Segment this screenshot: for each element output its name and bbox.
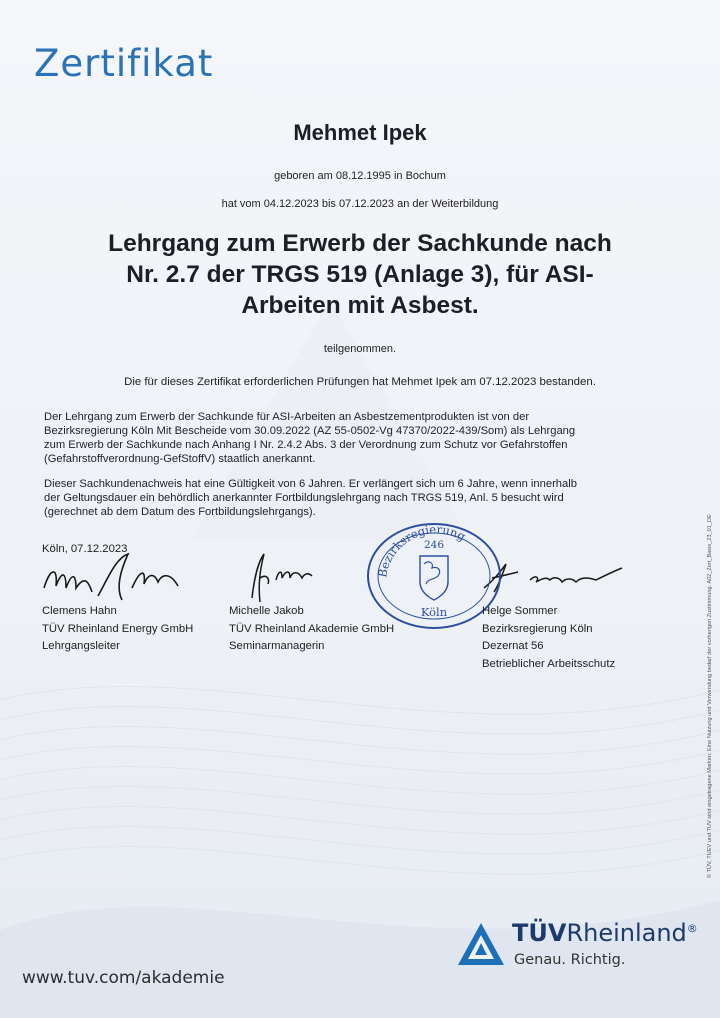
signatory-block	[229, 603, 394, 656]
signature-clemens-hahn	[36, 548, 186, 608]
validity-paragraph	[44, 477, 664, 519]
course-title	[40, 228, 680, 321]
place-date: Köln, 07.12.2023	[42, 543, 128, 555]
paragraph-line: der Geltungsdauer ein behördlich anerkannter Fortbildungslehrgang nach TRGS 519, Anl. 5 besucht wird	[44, 492, 564, 504]
exam-line: Die für dieses Zertifikat erforderlichen Prüfungen hat Mehmet Ipek am 07.12.2023 bestanden.	[124, 376, 596, 388]
course-title-line: Arbeiten mit Asbest.	[241, 292, 479, 319]
course-title-line: Nr. 2.7 der TRGS 519 (Anlage 3), für ASI-	[126, 261, 594, 288]
paragraph-line: Bezirksregierung Köln Mit Bescheide vom 30.09.2022 (AZ 55-0502-Vg 47370/2022-439/Som) als Lehrgang	[44, 425, 576, 437]
birth-line: geboren am 08.12.1995 in Bochum	[274, 170, 446, 182]
registered-mark: ®	[686, 922, 698, 935]
trademark-side-note	[703, 300, 715, 880]
signatory-role: Seminarmanagerin	[229, 640, 325, 652]
brand-rest: Rheinland	[566, 919, 687, 947]
signatory-extra: Betrieblicher Arbeitsschutz	[482, 657, 616, 670]
tuv-rheinland-logo	[452, 915, 698, 985]
recipient-name: Mehmet Ipek	[293, 120, 427, 145]
signatory-role: Dezernat 56	[482, 640, 544, 652]
course-title-line: Lehrgang zum Erwerb der Sachkunde nach	[108, 230, 612, 257]
paragraph-line: Dieser Sachkundenachweis hat eine Gültigkeit von 6 Jahren. Er verlängert sich um 6 Jahre, wenn innerhalb	[44, 478, 577, 490]
brand-wordmark	[512, 919, 698, 947]
signatory-name: Clemens Hahn	[42, 605, 117, 617]
brand-claim: Genau. Richtig.	[514, 952, 626, 968]
stamp-bottom-text: Köln	[420, 605, 448, 619]
stamp-top-text: Bezirksregierung	[375, 522, 468, 579]
signatory-name: Michelle Jakob	[229, 605, 304, 617]
paragraph-line: Der Lehrgang zum Erwerb der Sachkunde für ASI-Arbeiten an Asbestzementprodukten ist von der	[44, 411, 530, 423]
footer-url: www.tuv.com/akademie	[22, 968, 225, 988]
stamp-number: 246	[423, 539, 445, 551]
participation-text: teilgenommen.	[323, 343, 397, 355]
signatory-org: TÜV Rheinland Energy GmbH	[42, 622, 194, 635]
signatory-block	[482, 603, 615, 673]
signatory-org: Bezirksregierung Köln	[482, 622, 593, 635]
side-note-text: © TÜV, TUEV und TUV sind eingetragene Marken. Eine Nutzung und Verwendung bedarf der vorherigen Zustimmung. A02_Zert_Basis_23_01_DE	[707, 514, 713, 878]
period-line: hat vom 04.12.2023 bis 07.12.2023 an der Weiterbildung	[221, 198, 499, 210]
paragraph-line: (gerechnet ab dem Datum des Fortbildungslehrgangs).	[44, 506, 316, 518]
paragraph-line: zum Erwerb der Sachkunde nach Anhang I Nr. 2.4.2 Abs. 3 der Verordnung zum Schutz vor Gefahrstoffen	[44, 439, 568, 451]
recognition-paragraph	[44, 410, 664, 466]
signatory-name: Helge Sommer	[482, 605, 558, 617]
signatory-block	[42, 603, 193, 656]
brand-bold: TÜV	[512, 919, 567, 947]
paragraph-line: (Gefahrstoffverordnung-GefStoffV) staatlich anerkannt.	[44, 453, 316, 465]
signatory-org: TÜV Rheinland Akademie GmbH	[229, 622, 395, 635]
tuv-triangle-icon	[456, 921, 506, 967]
signatory-role: Lehrgangsleiter	[42, 640, 120, 652]
signature-michelle-jakob	[230, 548, 330, 608]
certificate-title: Zertifikat	[34, 42, 214, 85]
